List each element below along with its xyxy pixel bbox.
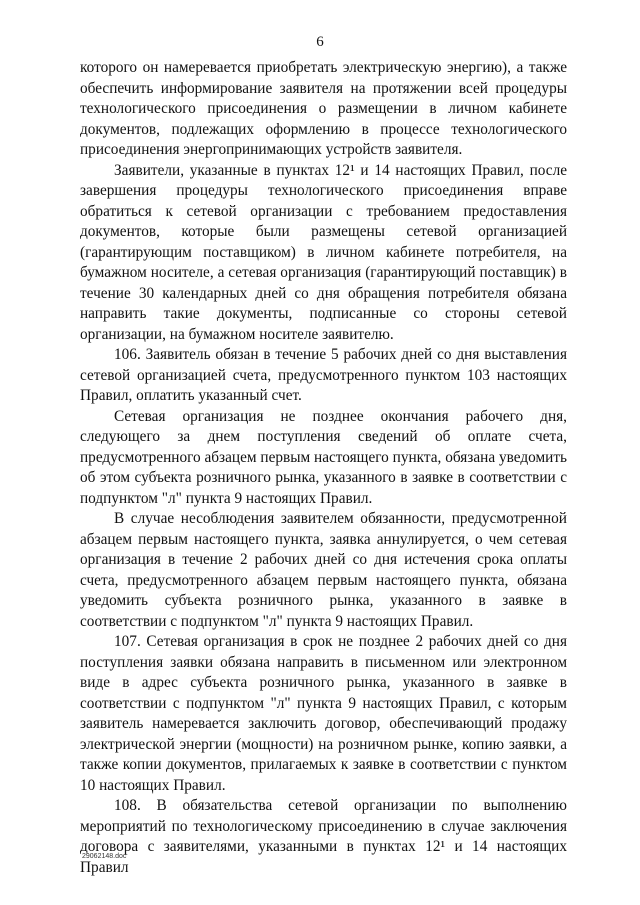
paragraph-continuation: которого он намеревается приобретать электрическую энергию), а также обеспечить информирование заявителя на протяжении всей процедуры технологического присоединения о размещении в личном кабинете документов, подлежащих оформлению в процессе технологического присоединения энергопринимающих устройств заявителя.: [80, 59, 567, 158]
paragraph-106: 106. Заявитель обязан в течение 5 рабочих дней со дня выставления сетевой организацией счета, предусмотренного пунктом 103 настоящих Правил, оплатить указанный счет.: [80, 346, 567, 404]
paragraph-107: 107. Сетевая организация в срок не позднее 2 рабочих дней со дня поступления заявки обязана направить в письменном или электронном виде в адрес субъекта розничного рынка, указанного в заявке в соответствии с подпунктом "л" пункта 9 настоящих Правил, с которым заявитель намеревается заключить договор, обеспечивающий продажу электрической энергии (мощности) на розничном рынке, копию заявки, а также копии документов, прилагаемых к заявке в соответствии с пунктом 10 настоящих Правил.: [80, 633, 567, 794]
document-body: [80, 58, 567, 878]
paragraph-106-notify: Сетевая организация не позднее окончания рабочего дня, следующего за днем поступления сведений об оплате счета, предусмотренного абзацем первым настоящего пункта, обязана уведомить об этом субъекта розничного рынка, указанного в заявке в соответствии с подпунктом "л" пункта 9 настоящих Правил.: [80, 407, 567, 507]
paragraph-108: 108. В обязательства сетевой организации по выполнению мероприятий по технологическому присоединению в случае заключения договора с заявителями, указанными в пунктах 12¹ и 14 настоящих Правил: [80, 797, 567, 876]
paragraph-106-annul: В случае несоблюдения заявителем обязанности, предусмотренной абзацем первым настоящего пункта, заявка аннулируется, о чем сетевая организация в течение 2 рабочих дней со дня истечения срока оплаты счета, предусмотренного абзацем первым настоящего пункта, обязана уведомить субъекта розничного рынка, указанного в заявке в соответствии с подпунктом "л" пункта 9 настоящих Правил.: [80, 510, 567, 630]
document-filename: 29062148.doc: [82, 853, 127, 860]
page-number: 6: [316, 34, 324, 50]
paragraph-applicants-request: Заявители, указанные в пунктах 12¹ и 14 настоящих Правил, после завершения процедуры технологического присоединения вправе обратиться к сетевой организации с требованием предоставления документов, которые были размещены сетевой организацией (гарантирующим поставщиком) в личном кабинете потребителя, на бумажном носителе, а сетевая организация (гарантирующий поставщик) в течение 30 календарных дней со дня обращения потребителя обязана направить такие документы, подписанные со стороны сетевой организации, на бумажном носителе заявителю.: [80, 161, 567, 343]
